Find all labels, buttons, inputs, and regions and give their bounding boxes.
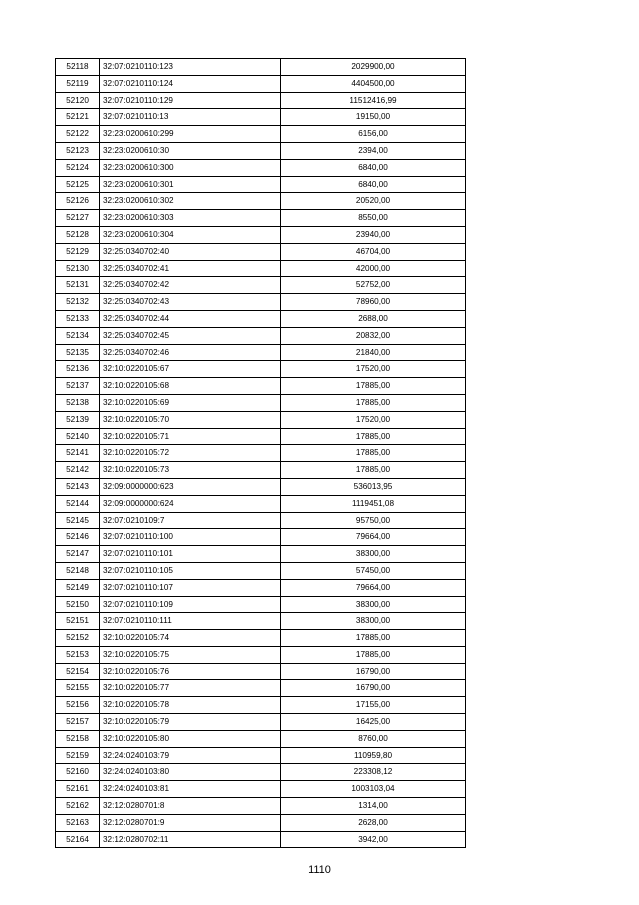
table-body [56, 59, 466, 848]
cadastral-number-cell: 32:25:0340702:46 [100, 344, 281, 361]
table-row [56, 495, 466, 512]
cadastral-number-cell: 32:09:0000000:623 [100, 478, 281, 495]
row-number-cell: 52135 [56, 344, 100, 361]
table-row [56, 646, 466, 663]
value-cell: 17885,00 [281, 646, 466, 663]
cadastral-number-cell: 32:12:0280702:11 [100, 831, 281, 848]
row-number-cell: 52159 [56, 747, 100, 764]
table-row [56, 344, 466, 361]
value-cell: 16790,00 [281, 663, 466, 680]
value-cell: 8760,00 [281, 730, 466, 747]
table-row [56, 831, 466, 848]
value-cell: 2688,00 [281, 310, 466, 327]
table-row [56, 663, 466, 680]
row-number-cell: 52140 [56, 428, 100, 445]
cadastral-number-cell: 32:10:0220105:76 [100, 663, 281, 680]
cadastral-number-cell: 32:10:0220105:72 [100, 445, 281, 462]
value-cell: 52752,00 [281, 277, 466, 294]
cadastral-number-cell: 32:10:0220105:74 [100, 630, 281, 647]
cadastral-number-cell: 32:07:0210110:129 [100, 92, 281, 109]
table-row [56, 294, 466, 311]
table-row [56, 159, 466, 176]
cadastral-number-cell: 32:23:0200610:301 [100, 176, 281, 193]
cadastral-number-cell: 32:07:0210110:13 [100, 109, 281, 126]
row-number-cell: 52141 [56, 445, 100, 462]
row-number-cell: 52131 [56, 277, 100, 294]
row-number-cell: 52152 [56, 630, 100, 647]
cadastral-number-cell: 32:24:0240103:79 [100, 747, 281, 764]
value-cell: 38300,00 [281, 613, 466, 630]
value-cell: 6840,00 [281, 159, 466, 176]
table-row [56, 428, 466, 445]
row-number-cell: 52126 [56, 193, 100, 210]
row-number-cell: 52163 [56, 814, 100, 831]
table-row [56, 226, 466, 243]
value-cell: 17520,00 [281, 411, 466, 428]
value-cell: 17885,00 [281, 394, 466, 411]
cadastral-number-cell: 32:07:0210110:105 [100, 562, 281, 579]
cadastral-number-cell: 32:23:0200610:299 [100, 126, 281, 143]
table-row [56, 529, 466, 546]
row-number-cell: 52118 [56, 59, 100, 76]
table-row [56, 613, 466, 630]
table-row [56, 327, 466, 344]
table-row [56, 546, 466, 563]
value-cell: 17885,00 [281, 378, 466, 395]
table-row [56, 176, 466, 193]
row-number-cell: 52130 [56, 260, 100, 277]
cadastral-number-cell: 32:10:0220105:78 [100, 697, 281, 714]
value-cell: 19150,00 [281, 109, 466, 126]
row-number-cell: 52160 [56, 764, 100, 781]
value-cell: 6840,00 [281, 176, 466, 193]
row-number-cell: 52129 [56, 243, 100, 260]
row-number-cell: 52161 [56, 781, 100, 798]
value-cell: 38300,00 [281, 596, 466, 613]
value-cell: 78960,00 [281, 294, 466, 311]
table-row [56, 764, 466, 781]
value-cell: 17885,00 [281, 630, 466, 647]
value-cell: 20520,00 [281, 193, 466, 210]
row-number-cell: 52157 [56, 714, 100, 731]
table-row [56, 697, 466, 714]
value-cell: 79664,00 [281, 529, 466, 546]
cadastral-number-cell: 32:25:0340702:43 [100, 294, 281, 311]
row-number-cell: 52153 [56, 646, 100, 663]
value-cell: 57450,00 [281, 562, 466, 579]
cadastral-number-cell: 32:23:0200610:303 [100, 210, 281, 227]
cadastral-number-cell: 32:12:0280701:8 [100, 798, 281, 815]
row-number-cell: 52148 [56, 562, 100, 579]
value-cell: 16425,00 [281, 714, 466, 731]
table-row [56, 747, 466, 764]
table-row [56, 680, 466, 697]
value-cell: 38300,00 [281, 546, 466, 563]
value-cell: 21840,00 [281, 344, 466, 361]
row-number-cell: 52144 [56, 495, 100, 512]
cadastral-value-table [55, 58, 466, 848]
cadastral-number-cell: 32:10:0220105:80 [100, 730, 281, 747]
row-number-cell: 52133 [56, 310, 100, 327]
table-row [56, 277, 466, 294]
row-number-cell: 52138 [56, 394, 100, 411]
table-row [56, 730, 466, 747]
cadastral-number-cell: 32:07:0210110:109 [100, 596, 281, 613]
value-cell: 1119451,08 [281, 495, 466, 512]
cadastral-number-cell: 32:10:0220105:75 [100, 646, 281, 663]
table-row [56, 193, 466, 210]
row-number-cell: 52151 [56, 613, 100, 630]
cadastral-number-cell: 32:07:0210110:111 [100, 613, 281, 630]
value-cell: 23940,00 [281, 226, 466, 243]
cadastral-number-cell: 32:25:0340702:44 [100, 310, 281, 327]
row-number-cell: 52142 [56, 462, 100, 479]
cadastral-number-cell: 32:25:0340702:41 [100, 260, 281, 277]
cadastral-number-cell: 32:10:0220105:71 [100, 428, 281, 445]
cadastral-number-cell: 32:10:0220105:70 [100, 411, 281, 428]
table-row [56, 260, 466, 277]
value-cell: 17520,00 [281, 361, 466, 378]
table-row [56, 75, 466, 92]
row-number-cell: 52154 [56, 663, 100, 680]
value-cell: 17155,00 [281, 697, 466, 714]
table-row [56, 714, 466, 731]
cadastral-number-cell: 32:23:0200610:300 [100, 159, 281, 176]
table-row [56, 445, 466, 462]
table-row [56, 562, 466, 579]
table-row [56, 378, 466, 395]
value-cell: 2394,00 [281, 142, 466, 159]
cadastral-number-cell: 32:10:0220105:68 [100, 378, 281, 395]
table-row [56, 361, 466, 378]
value-cell: 536013,95 [281, 478, 466, 495]
value-cell: 11512416,99 [281, 92, 466, 109]
cadastral-number-cell: 32:07:0210110:107 [100, 579, 281, 596]
row-number-cell: 52119 [56, 75, 100, 92]
value-cell: 2628,00 [281, 814, 466, 831]
table-row [56, 781, 466, 798]
cadastral-number-cell: 32:07:0210110:124 [100, 75, 281, 92]
value-cell: 17885,00 [281, 445, 466, 462]
row-number-cell: 52121 [56, 109, 100, 126]
value-cell: 20832,00 [281, 327, 466, 344]
cadastral-number-cell: 32:07:0210110:100 [100, 529, 281, 546]
table-row [56, 92, 466, 109]
cadastral-number-cell: 32:25:0340702:42 [100, 277, 281, 294]
row-number-cell: 52149 [56, 579, 100, 596]
value-cell: 46704,00 [281, 243, 466, 260]
cadastral-number-cell: 32:12:0280701:9 [100, 814, 281, 831]
value-cell: 1003103,04 [281, 781, 466, 798]
row-number-cell: 52139 [56, 411, 100, 428]
value-cell: 4404500,00 [281, 75, 466, 92]
table-row [56, 59, 466, 76]
value-cell: 42000,00 [281, 260, 466, 277]
value-cell: 8550,00 [281, 210, 466, 227]
cadastral-number-cell: 32:10:0220105:77 [100, 680, 281, 697]
table-row [56, 478, 466, 495]
table-row [56, 243, 466, 260]
cadastral-number-cell: 32:07:0210110:123 [100, 59, 281, 76]
cadastral-number-cell: 32:10:0220105:73 [100, 462, 281, 479]
cadastral-number-cell: 32:23:0200610:302 [100, 193, 281, 210]
cadastral-number-cell: 32:25:0340702:40 [100, 243, 281, 260]
row-number-cell: 52155 [56, 680, 100, 697]
cadastral-number-cell: 32:23:0200610:30 [100, 142, 281, 159]
row-number-cell: 52122 [56, 126, 100, 143]
row-number-cell: 52164 [56, 831, 100, 848]
value-cell: 223308,12 [281, 764, 466, 781]
table-row [56, 579, 466, 596]
row-number-cell: 52158 [56, 730, 100, 747]
row-number-cell: 52147 [56, 546, 100, 563]
row-number-cell: 52124 [56, 159, 100, 176]
row-number-cell: 52146 [56, 529, 100, 546]
table-row [56, 462, 466, 479]
table-row [56, 798, 466, 815]
cadastral-number-cell: 32:09:0000000:624 [100, 495, 281, 512]
table-row [56, 310, 466, 327]
row-number-cell: 52132 [56, 294, 100, 311]
value-cell: 1314,00 [281, 798, 466, 815]
table-row [56, 142, 466, 159]
row-number-cell: 52134 [56, 327, 100, 344]
row-number-cell: 52127 [56, 210, 100, 227]
table-row [56, 411, 466, 428]
row-number-cell: 52150 [56, 596, 100, 613]
value-cell: 16790,00 [281, 680, 466, 697]
row-number-cell: 52136 [56, 361, 100, 378]
row-number-cell: 52120 [56, 92, 100, 109]
table-row [56, 394, 466, 411]
value-cell: 17885,00 [281, 462, 466, 479]
table-row [56, 814, 466, 831]
table-row [56, 126, 466, 143]
table-row [56, 109, 466, 126]
cadastral-number-cell: 32:10:0220105:79 [100, 714, 281, 731]
row-number-cell: 52162 [56, 798, 100, 815]
cadastral-number-cell: 32:25:0340702:45 [100, 327, 281, 344]
cadastral-number-cell: 32:10:0220105:69 [100, 394, 281, 411]
row-number-cell: 52145 [56, 512, 100, 529]
cadastral-number-cell: 32:24:0240103:80 [100, 764, 281, 781]
page-number: 1110 [308, 864, 331, 876]
row-number-cell: 52156 [56, 697, 100, 714]
value-cell: 17885,00 [281, 428, 466, 445]
row-number-cell: 52123 [56, 142, 100, 159]
row-number-cell: 52128 [56, 226, 100, 243]
row-number-cell: 52137 [56, 378, 100, 395]
cadastral-number-cell: 32:07:0210109:7 [100, 512, 281, 529]
value-cell: 2029900,00 [281, 59, 466, 76]
value-cell: 3942,00 [281, 831, 466, 848]
row-number-cell: 52125 [56, 176, 100, 193]
table-row [56, 596, 466, 613]
row-number-cell: 52143 [56, 478, 100, 495]
cadastral-number-cell: 32:23:0200610:304 [100, 226, 281, 243]
cadastral-number-cell: 32:24:0240103:81 [100, 781, 281, 798]
cadastral-number-cell: 32:10:0220105:67 [100, 361, 281, 378]
value-cell: 79664,00 [281, 579, 466, 596]
cadastral-number-cell: 32:07:0210110:101 [100, 546, 281, 563]
table-row [56, 512, 466, 529]
value-cell: 95750,00 [281, 512, 466, 529]
value-cell: 6156,00 [281, 126, 466, 143]
table-row [56, 630, 466, 647]
table-row [56, 210, 466, 227]
value-cell: 110959,80 [281, 747, 466, 764]
